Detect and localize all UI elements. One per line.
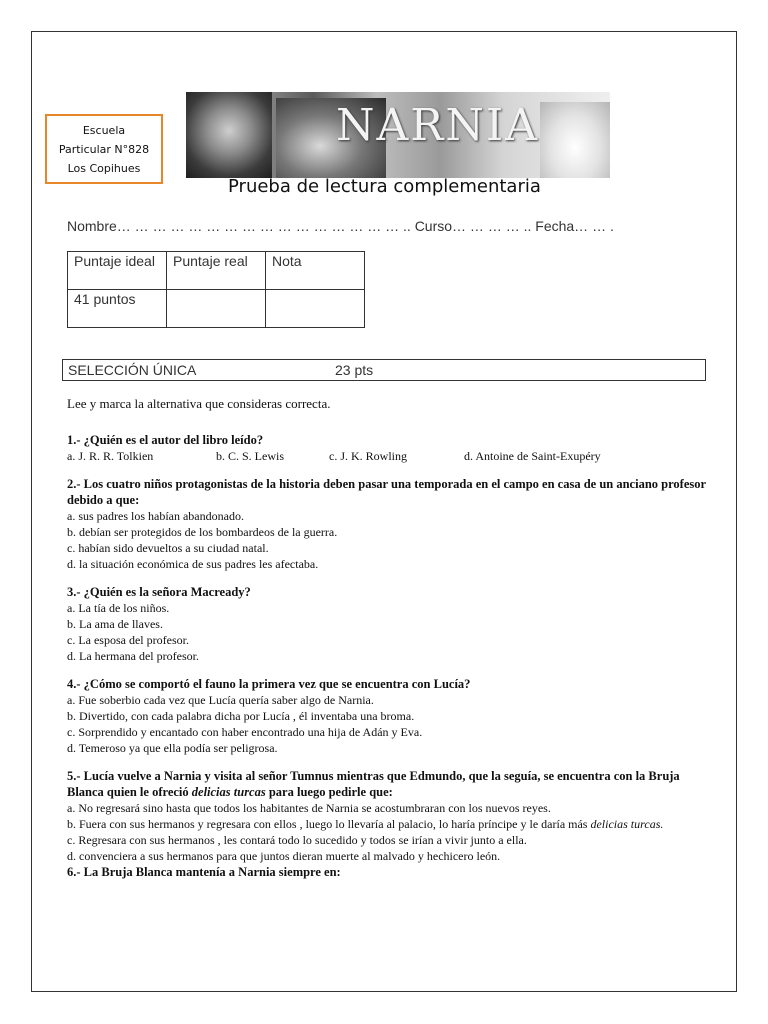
option-b[interactable]: b. debían ser protegidos de los bombardeos de la guerra.	[67, 525, 338, 539]
option-a[interactable]: a. J. R. R. Tolkien	[67, 449, 154, 463]
option-b-text: b. Fuera con sus hermanos y regresara con ellos , luego lo llevaría al palacio, lo haría príncipe y le daría más	[67, 817, 591, 831]
option-c[interactable]: c. J. K. Rowling	[329, 449, 407, 463]
question-1: 1.- ¿Quién es el autor del libro leído?	[67, 433, 264, 447]
school-line-3: Los Copihues	[67, 161, 141, 175]
student-fields: Nombre… … … … … … … … … … … … … … … … .. Curso… … … … .. Fecha… … .	[67, 218, 614, 234]
narnia-banner-image	[186, 92, 610, 178]
score-ideal-value: 41 puntos	[68, 290, 167, 328]
score-nota-value	[266, 290, 365, 328]
option-c[interactable]: c. habían sido devueltos a su ciudad natal.	[67, 541, 269, 555]
option-a[interactable]: a. No regresará sino hasta que todos los habitantes de Narnia se acostumbraran con los nuevos reyes.	[67, 801, 551, 815]
score-real-value	[167, 290, 266, 328]
question-1-options	[67, 448, 717, 464]
narnia-logo: NARNIA	[336, 100, 540, 151]
option-d[interactable]: d. Antoine de Saint-Exupéry	[464, 449, 601, 463]
question-3: 3.- ¿Quién es la señora Macready?	[67, 585, 251, 599]
school-line-2: Particular N°828	[58, 142, 150, 156]
section-label: SELECCIÓN ÚNICA	[68, 362, 197, 378]
score-table	[67, 251, 365, 328]
option-a[interactable]: a. sus padres los habían abandonado.	[67, 509, 244, 523]
question-5-text-em: delicias turcas	[191, 785, 266, 799]
option-b[interactable]: b. La ama de llaves.	[67, 617, 163, 631]
question-5-text-pre: 5.- Lucía vuelve a Narnia y visita al señor Tumnus mientras que Edmundo, que la seguía, se encuentra con la Bruja Blanca quien le ofreció	[67, 769, 680, 799]
instruction-text: Lee y marca la alternativa que consideras correcta.	[67, 396, 331, 411]
option-b[interactable]: b. Divertido, con cada palabra dicha por Lucía , él inventaba una broma.	[67, 709, 415, 723]
option-d[interactable]: d. La hermana del profesor.	[67, 649, 199, 663]
question-5-text-post: para luego pedirle que:	[265, 785, 393, 799]
question-6: 6.- La Bruja Blanca mantenía a Narnia siempre en:	[67, 865, 341, 879]
polar-bear-image	[540, 102, 610, 178]
score-header-nota: Nota	[266, 252, 365, 290]
option-b-emphasis: delicias turcas.	[590, 817, 664, 831]
option-a[interactable]: a. Fue soberbio cada vez que Lucía quería saber algo de Narnia.	[67, 693, 374, 707]
option-d[interactable]: d. convenciera a sus hermanos para que juntos dieran muerte al malvado y hechicero león.	[67, 849, 501, 863]
option-a[interactable]: a. La tía de los niños.	[67, 601, 170, 615]
score-header-real: Puntaje real	[167, 252, 266, 290]
option-d[interactable]: d. Temeroso ya que ella podía ser peligrosa.	[67, 741, 278, 755]
option-b[interactable]: b. C. S. Lewis	[216, 449, 285, 463]
lion-image	[186, 92, 272, 178]
option-c[interactable]: c. La esposa del profesor.	[67, 633, 189, 647]
question-2: 2.- Los cuatro niños protagonistas de la historia deben pasar una temporada en el campo en casa de un anciano profesor debido a que:	[67, 477, 706, 507]
section-points: 23 pts	[335, 362, 374, 378]
question-4: 4.- ¿Cómo se comportó el fauno la primera vez que se encuentra con Lucía?	[67, 677, 471, 691]
option-d[interactable]: d. la situación económica de sus padres les afectaba.	[67, 557, 319, 571]
questions-body	[67, 396, 717, 880]
score-header-ideal: Puntaje ideal	[68, 252, 167, 290]
section-header	[62, 359, 706, 381]
page-title: Prueba de lectura complementaria	[228, 176, 541, 197]
option-b[interactable]	[67, 816, 717, 832]
option-c[interactable]: c. Sorprendido y encantado con haber encontrado una hija de Adán y Eva.	[67, 725, 423, 739]
school-box	[45, 114, 163, 184]
question-5	[67, 768, 717, 800]
school-line-1: Escuela	[82, 123, 126, 137]
option-c[interactable]: c. Regresara con sus hermanos , les contará todo lo sucedido y todos se irían a vivir junto a ella.	[67, 833, 527, 847]
